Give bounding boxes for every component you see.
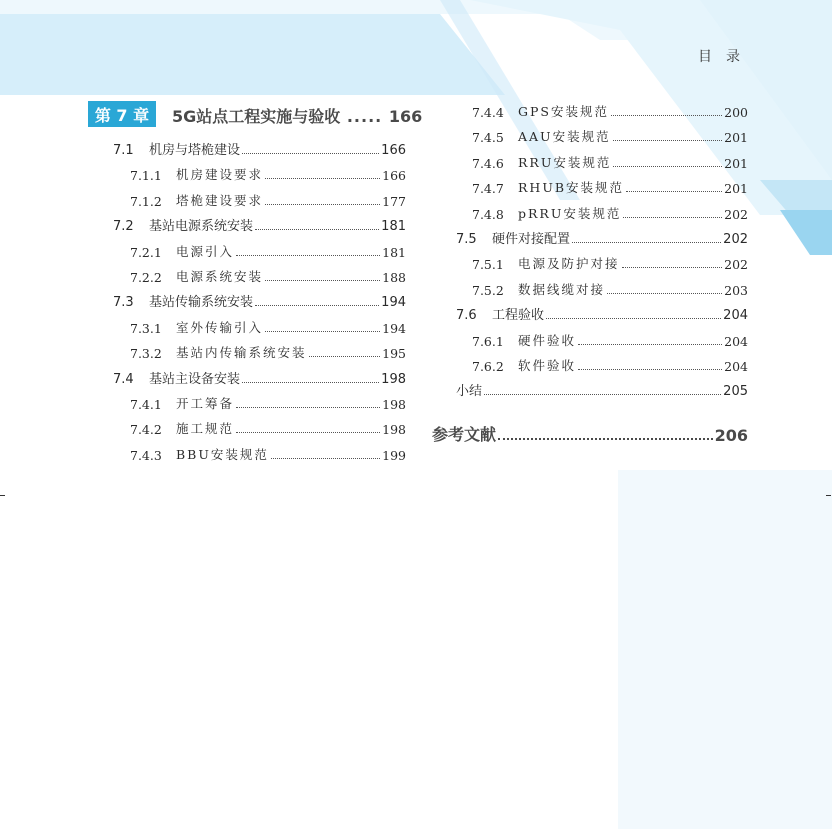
toc-entry-page: 202 [723, 232, 748, 247]
toc-entry-page: 166 [382, 168, 406, 184]
toc-entry-title: 硬件对接配置 [492, 232, 571, 247]
toc-entry[interactable] [113, 290, 406, 310]
toc-entry-number: 7.6.1 [472, 333, 504, 349]
toc-entry-title: 基站传输系统安装 [149, 295, 254, 311]
toc-entry-number: 7.3.2 [130, 346, 162, 362]
toc-entry-title: 开工筹备 [176, 396, 235, 411]
references-entry[interactable] [432, 421, 748, 445]
references-title: 参考文献 [432, 425, 497, 444]
toc-entry[interactable] [130, 189, 406, 209]
toc-entry-page: 204 [723, 308, 748, 324]
chapter-badge: 第 7 章 [88, 101, 156, 127]
toc-entry[interactable] [472, 176, 748, 196]
toc-entry-page: 177 [382, 193, 406, 209]
toc-entry-number: 7.5 [456, 232, 477, 247]
toc-entry-page: 198 [382, 397, 406, 412]
toc-entry[interactable] [130, 417, 406, 437]
toc-entry-page: 202 [724, 206, 748, 222]
toc-entry[interactable] [456, 227, 748, 247]
toc-entry-page: 203 [724, 282, 748, 298]
toc-entry[interactable] [130, 392, 406, 412]
dot-leader [578, 343, 722, 345]
chapter-title: 5G站点工程实施与验收 ..... 166 [172, 107, 423, 126]
dot-leader [546, 317, 721, 319]
toc-entry[interactable] [472, 278, 748, 298]
references-page: 206 [714, 426, 748, 445]
toc-entry-title: 电源系统安装 [176, 269, 264, 284]
dot-leader [265, 279, 380, 281]
toc-entry[interactable] [130, 316, 406, 336]
toc-entry[interactable] [130, 265, 406, 285]
toc-entry-number: 7.2 [113, 219, 134, 235]
dot-leader [265, 330, 380, 332]
toc-entry-number: 7.4 [113, 371, 134, 387]
toc-entry-title: 数据线缆对接 [518, 281, 606, 297]
toc-entry[interactable] [130, 163, 406, 183]
toc-entry-number: 7.3 [113, 295, 134, 311]
toc-entry[interactable] [472, 125, 748, 145]
toc-entry-title: 硬件验收 [518, 332, 577, 348]
toc-entry-title: RRU安装规范 [518, 154, 612, 170]
dot-leader [255, 228, 379, 230]
toc-entry-page: 204 [724, 333, 748, 349]
toc-entry-title: 机房与塔桅建设 [149, 143, 241, 158]
toc-entry-page: 198 [381, 371, 406, 387]
dot-leader [572, 241, 721, 243]
toc-entry[interactable] [130, 240, 406, 260]
toc-entry-page: 201 [724, 130, 748, 146]
dot-leader [607, 292, 722, 294]
toc-entry-title: RHUB安装规范 [518, 180, 625, 196]
toc-entry-number: 7.3.1 [130, 320, 162, 336]
dot-leader [623, 216, 722, 218]
toc-entry-title: 机房建设要求 [176, 167, 264, 183]
toc-entry[interactable] [113, 367, 406, 387]
dot-leader [236, 254, 380, 256]
toc-entry[interactable] [472, 151, 748, 171]
toc-entry-number: 7.4.7 [472, 181, 504, 197]
dot-leader [626, 190, 722, 192]
toc-entry-title: 电源引入 [176, 243, 235, 259]
dot-leader [242, 381, 379, 383]
toc-entry[interactable] [472, 354, 748, 374]
toc-entry-title: 基站电源系统安装 [149, 219, 254, 235]
dot-leader [622, 266, 723, 268]
toc-entry-title: BBU安装规范 [176, 446, 269, 462]
toc-entry-page: 194 [382, 320, 406, 336]
toc-entry-number: 7.5.1 [472, 257, 504, 273]
toc-entry[interactable] [472, 252, 748, 272]
toc-entry[interactable] [472, 329, 748, 349]
toc-entry-number: 7.4.8 [472, 206, 504, 222]
toc-entry-title: 基站主设备安装 [149, 371, 241, 387]
toc-entry[interactable] [130, 443, 406, 463]
chapter-heading[interactable] [88, 100, 423, 128]
toc-entry-title: 软件验收 [518, 358, 577, 373]
dot-leader [242, 152, 379, 154]
toc-entry-number: 7.4.2 [130, 422, 162, 438]
toc-entry[interactable] [472, 202, 748, 222]
dot-leader [498, 437, 713, 440]
toc-entry-title: 工程验收 [492, 308, 545, 324]
toc-entry-number: 7.2.2 [130, 270, 162, 285]
toc-entry-page: 194 [381, 295, 406, 311]
toc-entry-page: 181 [382, 244, 406, 260]
toc-entry-page: 200 [724, 105, 748, 120]
toc-entry-title: 室外传输引入 [176, 319, 264, 335]
chapter-page: 166 [388, 107, 423, 126]
toc-entry-title: AAU安装规范 [518, 129, 611, 145]
dot-leader [271, 457, 380, 459]
toc-entry[interactable] [130, 341, 406, 361]
toc-entry-number: 7.4.1 [130, 397, 162, 412]
toc-entry[interactable] [113, 138, 406, 158]
toc-entry-page: 166 [381, 143, 406, 158]
dot-leader [613, 139, 723, 141]
toc-entry-number: 7.4.3 [130, 447, 162, 463]
toc-entry[interactable] [113, 214, 406, 234]
toc-entry[interactable] [456, 303, 748, 323]
toc-entry[interactable] [456, 379, 748, 399]
toc-entry-page: 205 [723, 384, 748, 400]
toc-entry-number: 7.4.4 [472, 105, 504, 120]
dot-leader [265, 203, 380, 205]
dot-leader [236, 431, 380, 433]
dot-leader [255, 304, 379, 306]
crop-mark-right [826, 495, 831, 496]
toc-entry[interactable] [472, 100, 748, 120]
toc-entry-page: 202 [724, 257, 748, 273]
dot-leader [578, 368, 722, 370]
toc-entry-number: 7.1.2 [130, 193, 162, 209]
dot-leader [613, 165, 722, 167]
dot-leader [309, 355, 381, 357]
toc-entry-number: 7.2.1 [130, 244, 162, 260]
dot-leader [611, 114, 722, 116]
dot-leader [265, 177, 380, 179]
toc-entry-page: 198 [382, 422, 406, 438]
dot-leader [236, 406, 380, 408]
toc-entry-page: 181 [381, 219, 406, 235]
toc-entry-title: 塔桅建设要求 [176, 192, 264, 208]
toc-entry-number: 7.1 [113, 143, 134, 158]
crop-mark-left [0, 495, 5, 496]
toc-entry-number: 7.5.2 [472, 282, 504, 298]
toc-entry-number: 7.4.6 [472, 155, 504, 171]
toc-entry-title: 小结 [456, 384, 483, 400]
toc-entry-page: 204 [724, 359, 748, 374]
toc-entry-title: pRRU安装规范 [518, 205, 622, 221]
running-header: 目录 [698, 49, 754, 65]
toc-entry-number: 7.1.1 [130, 168, 162, 184]
toc-entry-number: 7.6 [456, 308, 477, 324]
toc-entry-page: 195 [382, 346, 406, 362]
toc-entry-page: 199 [382, 447, 406, 463]
toc-entry-number: 7.6.2 [472, 359, 504, 374]
toc-entry-page: 201 [724, 155, 748, 171]
toc-entry-page: 201 [724, 181, 748, 197]
toc-entry-page: 188 [382, 270, 406, 285]
dot-leader [484, 393, 721, 395]
toc-entry-title: GPS安装规范 [518, 104, 609, 119]
chapter-title-text: 5G站点工程实施与验收 [172, 107, 341, 126]
toc-entry-title: 电源及防护对接 [518, 256, 620, 272]
toc-entry-title: 施工规范 [176, 421, 235, 437]
toc-entry-title: 基站内传输系统安装 [176, 345, 307, 361]
toc-entry-number: 7.4.5 [472, 130, 504, 146]
